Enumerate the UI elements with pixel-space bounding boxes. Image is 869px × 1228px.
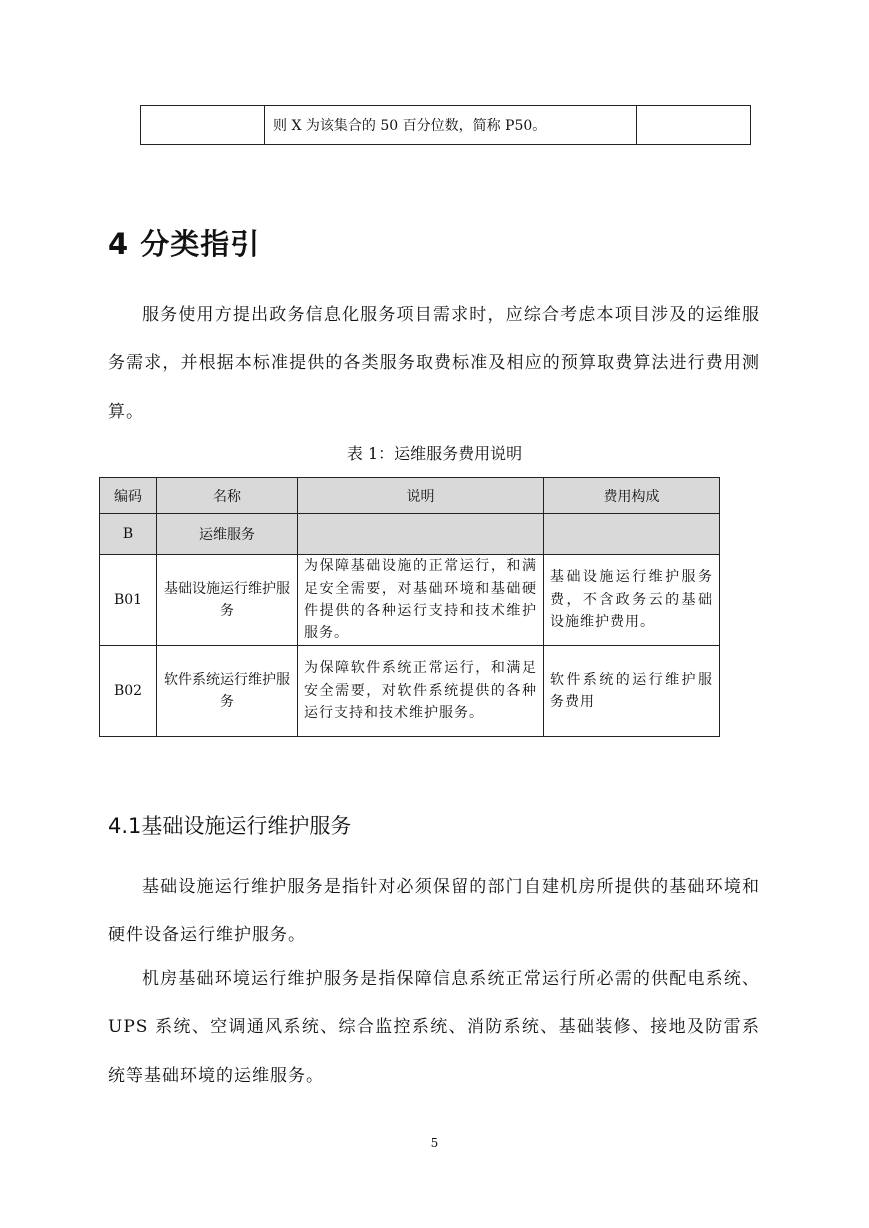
header-cost: 费用构成 [544, 478, 720, 514]
cell-name: 基础设施运行维护服务 [157, 555, 298, 646]
continued-table [140, 105, 751, 145]
header-code: 编码 [100, 478, 157, 514]
subsection-paragraph-1: 基础设施运行维护服务是指针对必须保留的部门自建机房所提供的基础环境和硬件设备运行维护服务。 [108, 877, 760, 946]
cell-empty [544, 514, 720, 555]
header-description: 说明 [298, 478, 544, 514]
table-row [100, 555, 720, 646]
cell-name: 运维服务 [157, 514, 298, 555]
header-name: 名称 [157, 478, 298, 514]
cell-cost: 软件系统的运行维护服务费用 [544, 646, 720, 737]
cell-name: 软件系统运行维护服务 [157, 646, 298, 737]
cell-code: B02 [100, 646, 157, 737]
table-cell-text: 则 X 为该集合的 50 百分位数，简称 P50。 [265, 106, 637, 145]
cell-code: B [100, 514, 157, 555]
table-header-row [100, 478, 720, 514]
cost-table [99, 477, 720, 737]
section-title: 4 分类指引 [108, 227, 261, 261]
table-row [100, 646, 720, 737]
cell-cost: 基础设施运行维护服务费，不含政务云的基础设施维护费用。 [544, 555, 720, 646]
cell-description: 为保障软件系统正常运行，和满足安全需要，对软件系统提供的各种运行支持和技术维护服务。 [298, 646, 544, 737]
cell-empty [298, 514, 544, 555]
subsection-title: 4.1基础设施运行维护服务 [108, 814, 352, 838]
cell-description: 为保障基础设施的正常运行，和满足安全需要，对基础环境和基础硬件提供的各种运行支持和技术维护服务。 [298, 555, 544, 646]
table-cell-empty [637, 106, 751, 145]
cell-code: B01 [100, 555, 157, 646]
table-row [141, 106, 751, 145]
table-cell-empty [141, 106, 265, 145]
table-group-row [100, 514, 720, 555]
table-caption: 表 1：运维服务费用说明 [346, 444, 523, 463]
page-number: 5 [430, 1136, 439, 1150]
subsection-paragraph-2: 机房基础环境运行维护服务是指保障信息系统正常运行所必需的供配电系统、UPS 系统、空调通风系统、综合监控系统、消防系统、基础装修、接地及防雷系统等基础环境的运维服务。 [108, 969, 760, 1086]
section-intro-paragraph: 服务使用方提出政务信息化服务项目需求时，应综合考虑本项目涉及的运维服务需求，并根据本标准提供的各类服务取费标准及相应的预算取费算法进行费用测算。 [108, 305, 760, 422]
